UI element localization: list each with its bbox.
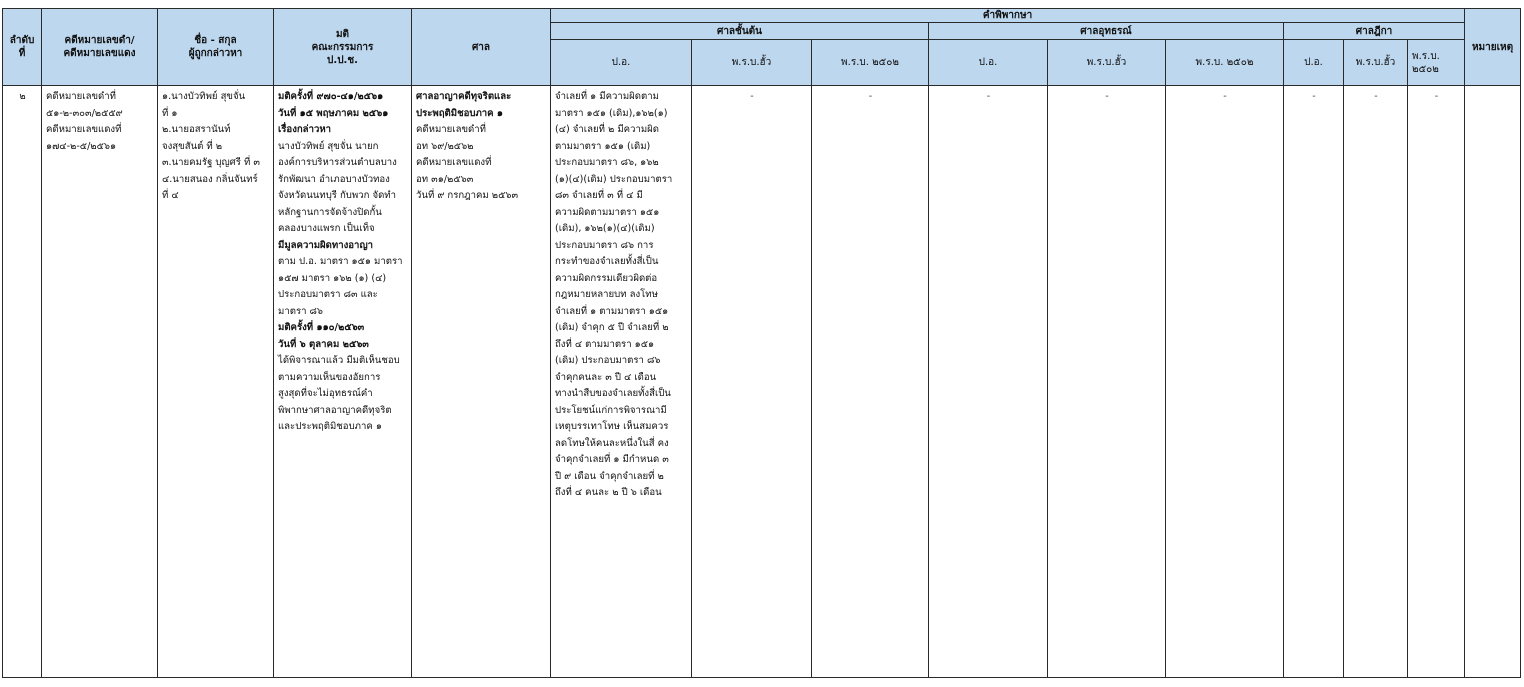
cell-first-act: -	[692, 86, 812, 678]
appeal-2502-header: พ.ร.บ. ๒๕๐๒	[1166, 40, 1284, 86]
first-criminal-line: ถึงที่ ๔ คนละ ๒ ปี ๖ เดือน	[555, 487, 662, 498]
resolution-line: องค์การบริหารส่วนตำบลบาง	[278, 157, 397, 168]
first-criminal-line: เหตุบรรเทาโทษ เห็นสมควร	[555, 421, 669, 432]
first-2502-header: พ.ร.บ. ๒๕๐๒	[812, 40, 929, 86]
resolution-line: ตาม ป.อ. มาตรา ๑๕๑ มาตรา	[278, 256, 403, 267]
col-court-header: ศาล	[412, 9, 551, 86]
resolution-line: สูงสุดที่จะไม่อุทธรณ์คำ	[278, 388, 373, 399]
results-table	[2, 8, 1521, 678]
first-criminal-line: ความผิดกรรมเดียวผิดต่อ	[555, 272, 658, 284]
first-criminal-line: (เดิม) ประกอบมาตรา ๘๖	[555, 355, 661, 366]
resolution-line: มีมูลความผิดทางอาญา	[278, 239, 374, 251]
resolution-line: ได้พิจารณาแล้ว มีมติเห็นชอบ	[278, 355, 400, 366]
cell-appeal-2502: -	[1166, 86, 1284, 678]
resolution-line: ประกอบมาตรา ๘๓ และ	[278, 289, 378, 300]
court-line: อท ๓๑/๒๕๖๓	[416, 173, 474, 185]
resolution-line: มาตรา ๘๖	[278, 305, 324, 317]
cell-accused-names: ๑.นางบัวทิพย์ สุขจั่น ที่ ๑ ๒.นายอสรานันท์ จงสุขสันต์ ที่ ๒ ๓.นายคมรัฐ บุญศรี ที่ ๓ ๔.นายสนอง กลิ่นจันทร์ ที่ ๔	[158, 86, 274, 678]
first-criminal-line: ความผิดตามมาตรา ๑๕๑	[555, 206, 660, 218]
first-criminal-line: (๔) จำเลยที่ ๒ มีความผิด	[555, 124, 660, 135]
cell-appeal-act: -	[1048, 86, 1166, 678]
cell-remark	[1465, 86, 1521, 678]
cell-first-criminal	[551, 86, 692, 678]
first-criminal-line: ประกอบมาตรา ๘๖, ๑๖๒	[555, 157, 659, 168]
court-line: คดีหมายเลขดำที่	[416, 124, 486, 135]
first-criminal-line: ประกอบมาตรา ๘๖ การ	[555, 239, 654, 251]
appeal-criminal-header: ป.อ.	[929, 40, 1048, 86]
first-criminal-line: กระทำของจำเลยทั้งสี่เป็น	[555, 256, 659, 267]
first-criminal-line: ประโยชน์แก่การพิจารณามี	[555, 404, 667, 416]
resolution-line: วันที่ ๖ ตุลาคม ๒๕๖๓	[278, 338, 369, 350]
first-criminal-line: ปี ๙ เดือน จำคุกจำเลยที่ ๒	[555, 470, 664, 482]
first-criminal-line: ทางนำสืบของจำเลยทั้งสี่เป็น	[555, 388, 671, 399]
table-row	[3, 86, 1521, 678]
court-line: คดีหมายเลขแดงที่	[416, 157, 492, 168]
resolution-line: นางบัวทิพย์ สุขจั่น นายก	[278, 140, 379, 152]
resolution-line: จังหวัดนนทบุรี กับพวก จัดทำ	[278, 190, 397, 201]
first-criminal-line: มาตรา ๑๕๑ (เดิม),๑๖๒(๑)	[555, 107, 668, 119]
cell-first-2502: -	[812, 86, 929, 678]
court-line: ศาลอาญาคดีทุจริตและ	[416, 91, 512, 102]
first-criminal-line: จำเลยที่ ๑ ตามมาตรา ๑๕๑	[555, 305, 669, 317]
cell-case-number: คดีหมายเลขดำที่ ๕๑-๒-๓๐๓/๒๕๕๙ คดีหมายเลขแดงที่ ๑๗๔-๒-๕/๒๕๖๑	[42, 86, 158, 678]
resolution-line: ตามความเห็นของอัยการ	[278, 371, 381, 383]
supreme-2502-header: พ.ร.บ. ๒๕๐๒	[1408, 40, 1465, 86]
cell-supreme-act: -	[1344, 86, 1408, 678]
first-criminal-line: ลดโทษให้คนละหนึ่งในสี่ คง	[555, 437, 669, 449]
supreme-court-header: ศาลฎีกา	[1284, 23, 1465, 40]
cell-court	[412, 86, 551, 678]
resolution-line: มติครั้งที่ ๑๑๐/๒๕๖๓	[278, 322, 365, 333]
appeal-court-header: ศาลอุทธรณ์	[929, 23, 1284, 40]
cell-appeal-criminal: -	[929, 86, 1048, 678]
court-line: วันที่ ๙ กรกฎาคม ๒๕๖๓	[416, 190, 519, 201]
first-criminal-line: จำคุกคนละ ๓ ปี ๔ เดือน	[555, 371, 657, 383]
resolution-line: เรื่องกล่าวหา	[278, 124, 332, 135]
col-case-header: คดีหมายเลขดำ/ คดีหมายเลขแดง	[42, 9, 158, 86]
first-criminal-line: ถึงที่ ๔ ตามมาตรา ๑๕๑	[555, 338, 655, 350]
court-line: ประพฤติมิชอบภาค ๑	[416, 107, 504, 119]
first-criminal-line: (๑)(๔)(เดิม) ประกอบมาตรา	[555, 173, 673, 185]
appeal-act-header: พ.ร.บ.ฮั้ว	[1048, 40, 1166, 86]
resolution-line: มติครั้งที่ ๙๗๐-๔๑/๒๕๖๑	[278, 91, 384, 102]
first-criminal-line: กฎหมายหลายบท ลงโทษ	[555, 289, 658, 300]
resolution-line: พิพากษาศาลอาญาคดีทุจริต	[278, 404, 392, 416]
cell-resolution	[274, 86, 412, 678]
first-act-header: พ.ร.บ.ฮั้ว	[692, 40, 812, 86]
supreme-act-header: พ.ร.บ.ฮั้ว	[1344, 40, 1408, 86]
resolution-line: และประพฤติมิชอบภาค ๑	[278, 421, 382, 432]
first-criminal-line: ๘๓ จำเลยที่ ๓ ที่ ๔ มี	[555, 190, 643, 201]
first-court-header: ศาลชั้นต้น	[551, 23, 929, 40]
resolution-line: หลักฐานการจัดจ้างปิดกั้น	[278, 206, 382, 218]
court-line: อท ๖๙/๒๕๖๒	[416, 140, 474, 152]
first-criminal-header: ป.อ.	[551, 40, 692, 86]
first-criminal-line: (เดิม), ๑๖๒(๑)(๔)(เดิม)	[555, 223, 655, 234]
resolution-line: ๑๕๗ มาตรา ๑๖๒ (๑) (๔)	[278, 272, 387, 284]
first-criminal-line: ตามมาตรา ๑๕๑ (เดิม)	[555, 140, 651, 152]
supreme-criminal-header: ป.อ.	[1284, 40, 1344, 86]
resolution-line: คลองบางแพรก เป็นเท็จ	[278, 223, 375, 234]
resolution-line: วันที่ ๑๕ พฤษภาคม ๒๕๖๑	[278, 107, 389, 119]
col-remark-header: หมายเหตุ	[1465, 9, 1521, 86]
first-criminal-line: จำคุกจำเลยที่ ๑ มีกำหนด ๓	[555, 454, 669, 465]
cell-supreme-criminal: -	[1284, 86, 1344, 678]
cell-supreme-2502: -	[1408, 86, 1465, 678]
resolution-line: รักพัฒนา อำเภอบางบัวทอง	[278, 173, 390, 185]
col-no-header: ลำดับ ที่	[3, 9, 42, 86]
col-name-header: ชื่อ - สกุล ผู้ถูกกล่าวหา	[158, 9, 274, 86]
cell-no: ๒	[3, 86, 42, 678]
col-resolution-header: มติ คณะกรรมการ ป.ป.ช.	[274, 9, 412, 86]
judgment-header: คำพิพากษา	[551, 9, 1465, 23]
first-criminal-line: (เดิม) จำคุก ๕ ปี จำเลยที่ ๒	[555, 322, 669, 333]
first-criminal-line: จำเลยที่ ๑ มีความผิดตาม	[555, 91, 659, 102]
